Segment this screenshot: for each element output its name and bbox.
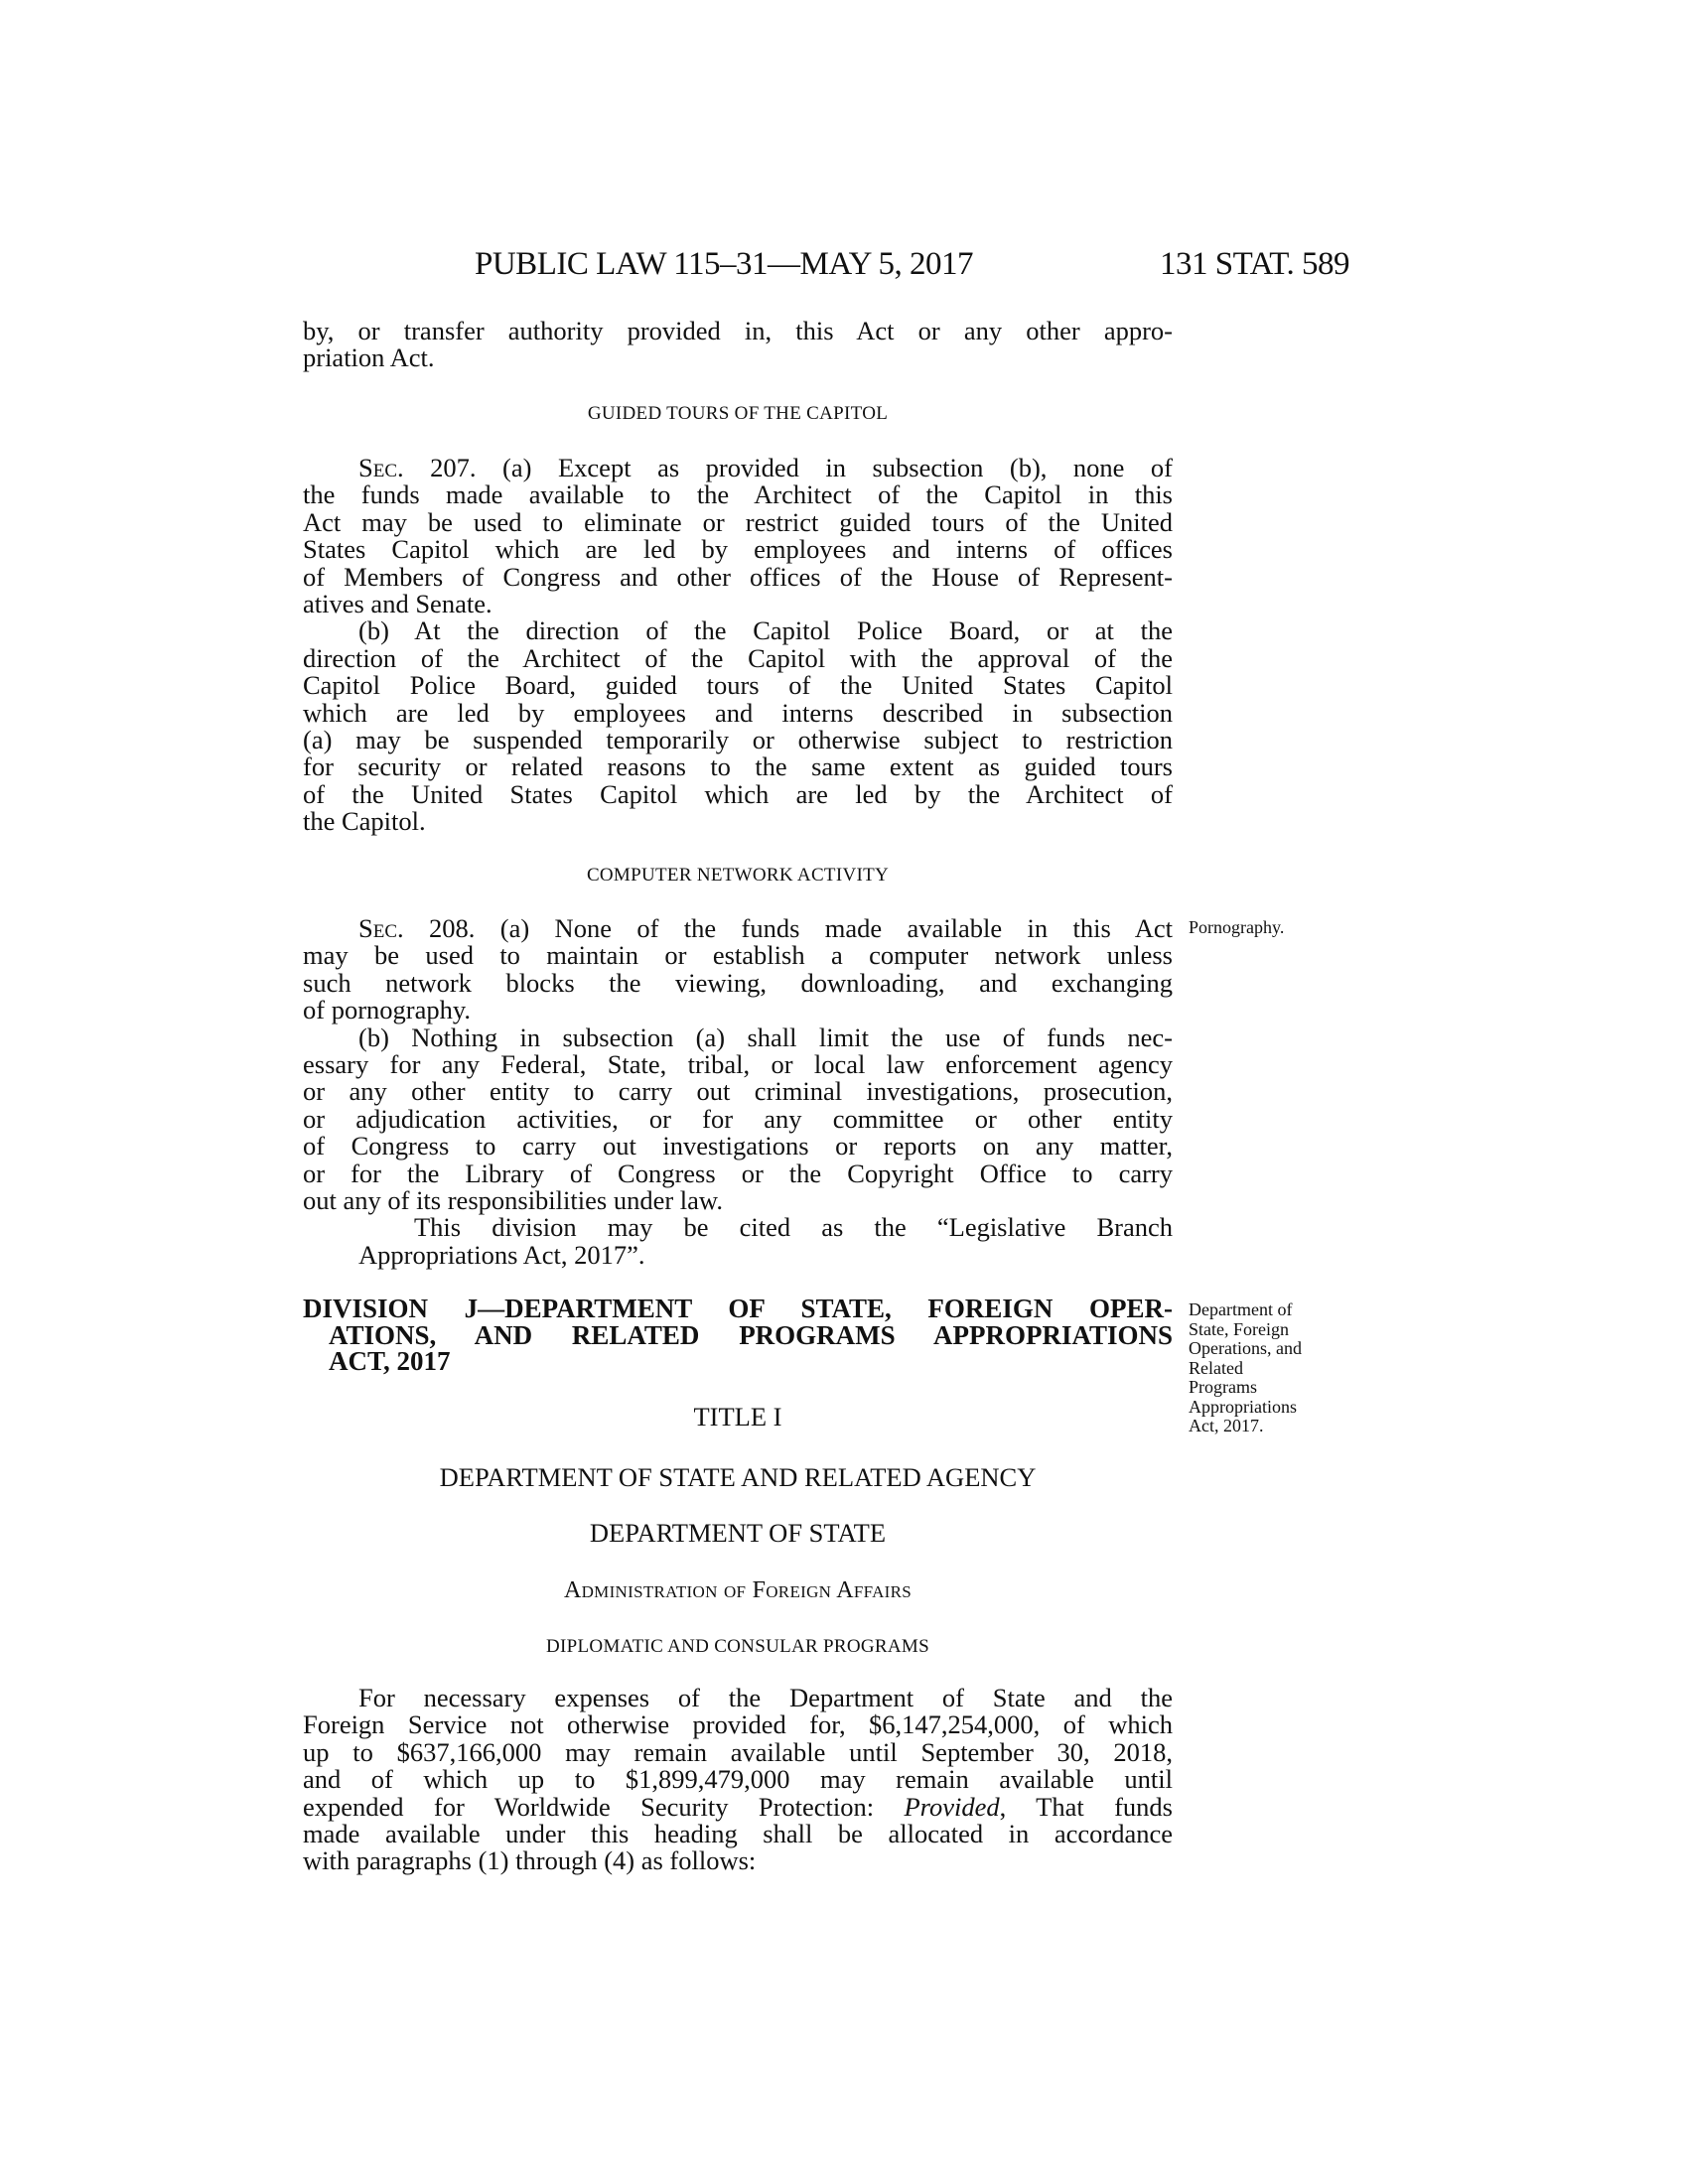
margin-note-line: Related [1189, 1357, 1243, 1378]
text-line: out any of its responsibilities under law. [303, 1184, 723, 1215]
text-line: by, or transfer authority provided in, this Act or any other appro- [303, 316, 1173, 345]
text-line: or adjudication activities, or for any committee or other entity [303, 1103, 1173, 1134]
section-first-line [303, 455, 1173, 481]
text-line: for security or related reasons to the same extent as guided tours [303, 751, 1173, 782]
section-text: 207. (a) Except as provided in subsection (b), none of [430, 453, 1174, 482]
continuation-text [303, 318, 1173, 372]
section-heading-guided-tours: GUIDED TOURS OF THE CAPITOL [587, 403, 889, 424]
citation-line: Appropriations Act, 2017”. [358, 1239, 645, 1270]
division-title-line: ATIONS, AND RELATED PROGRAMS APPROPRIATIONS [329, 1319, 1173, 1350]
text-line: direction of the Architect of the Capitol with the approval of the [303, 642, 1173, 673]
title-heading: TITLE I [693, 1402, 782, 1432]
margin-note-line: Department of [1189, 1299, 1293, 1319]
text-line: Act may be used to eliminate or restrict guided tours of the United [303, 506, 1173, 537]
appropriation-paragraph [303, 1685, 1173, 1875]
text-line: made available under this heading shall be allocated in accordance [303, 1818, 1173, 1848]
text-line: atives and Senate. [303, 588, 492, 618]
margin-note-division-j [1189, 1300, 1302, 1436]
program-heading: DIPLOMATIC AND CONSULAR PROGRAMS [546, 1636, 929, 1657]
running-header-title: PUBLIC LAW 115–31—MAY 5, 2017 [475, 246, 974, 282]
division-j-title [303, 1296, 1173, 1375]
text-line: of pornography. [303, 995, 472, 1025]
division-title-line: ACT, 2017 [329, 1346, 451, 1376]
section-heading-computer-network: COMPUTER NETWORK ACTIVITY [586, 865, 890, 886]
text-segment: , That funds [999, 1791, 1173, 1822]
dept-heading: DEPARTMENT OF STATE [589, 1518, 887, 1548]
text-line: of Congress to carry out investigations or reports on any matter, [303, 1131, 1173, 1161]
provided-italic: Provided [904, 1791, 1000, 1822]
section-text: 208. (a) None of the funds made available in this Act [429, 913, 1173, 943]
margin-note-line: Act, 2017. [1189, 1416, 1264, 1435]
page-number: 131 STAT. 589 [1160, 246, 1350, 282]
text-line: or any other entity to carry out criminal investigations, prosecution, [303, 1076, 1173, 1107]
text-line: For necessary expenses of the Department of State and the [358, 1683, 1173, 1712]
text-line: the Capitol. [303, 806, 426, 837]
text-line: Foreign Service not otherwise provided for, $6,147,254,000, of which [303, 1709, 1173, 1740]
margin-note-line: State, Foreign [1189, 1318, 1289, 1339]
text-line: with paragraphs (1) through (4) as follows: [303, 1845, 757, 1876]
text-line: States Capitol which are led by employees and interns of offices [303, 534, 1173, 565]
margin-note-pornography: Pornography. [1189, 917, 1285, 937]
citation-line: This division may be cited as the “Legislative Branch [414, 1212, 1173, 1243]
section-207 [303, 455, 1173, 835]
text-line: (b) At the direction of the Capitol Police Board, or at the [358, 615, 1173, 646]
text-line: essary for any Federal, State, tribal, or local law enforcement agency [303, 1048, 1173, 1079]
text-line: (b) Nothing in subsection (a) shall limit the use of funds nec- [358, 1022, 1173, 1052]
section-first-line [303, 915, 1173, 942]
text-segment: expended for Worldwide Security Protection: [303, 1791, 905, 1822]
text-line: or for the Library of Congress or the Copyright Office to carry [303, 1158, 1173, 1188]
text-line [303, 1791, 1173, 1822]
section-label: Sec. [358, 913, 404, 943]
text-line: priation Act. [303, 342, 435, 373]
text-line: up to $637,166,000 may remain available until September 30, 2018, [303, 1736, 1173, 1767]
text-line: may be used to maintain or establish a computer network unless [303, 940, 1173, 971]
text-line: of the United States Capitol which are led by the Architect of [303, 778, 1173, 809]
text-line: the funds made available to the Architect of the Capitol in this [303, 479, 1173, 510]
dept-related-heading: DEPARTMENT OF STATE AND RELATED AGENCY [439, 1462, 1037, 1492]
text-line: Capitol Police Board, guided tours of the United States Capitol [303, 670, 1173, 701]
section-208 [303, 915, 1173, 1269]
margin-note-line: Appropriations [1189, 1396, 1297, 1417]
text-line: and of which up to $1,899,479,000 may remain available until [303, 1764, 1173, 1795]
text-line: which are led by employees and interns described in subsection [303, 697, 1173, 728]
division-title-line: DIVISION J—DEPARTMENT OF STATE, FOREIGN OPER- [303, 1294, 1173, 1323]
section-label: Sec. [358, 453, 404, 482]
text-line: (a) may be suspended temporarily or otherwise subject to restriction [303, 724, 1173, 754]
margin-note-line: Operations, and [1189, 1338, 1302, 1358]
text-line: of Members of Congress and other offices of the House of Represent- [303, 561, 1173, 592]
text-line: such network blocks the viewing, downloading, and exchanging [303, 967, 1173, 998]
margin-note-line: Programs [1189, 1377, 1257, 1397]
admin-heading: Administration of Foreign Affairs [563, 1577, 913, 1603]
